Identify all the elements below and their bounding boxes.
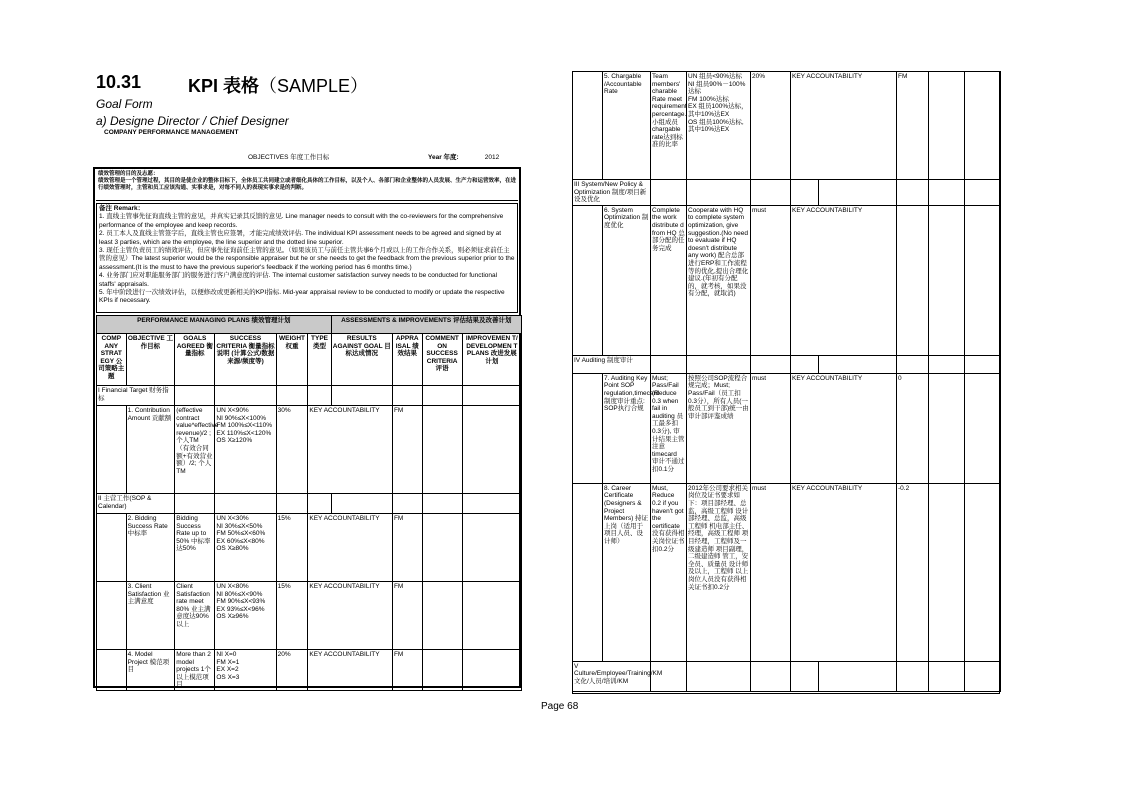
col-header: COMP ANY STRAT EGY 公司策略主题 [97,334,127,386]
page-title [188,72,368,98]
type-cell: KEY ACCOUNTABILITY [791,72,897,180]
type-cell: KEY ACCOUNTABILITY [308,406,393,494]
col-header: COMMENT ON SUCCESS CRITERIA 评语 [422,334,462,386]
strategy-cell [97,582,127,650]
col-header: OBJECTIVE 工作目标 [126,334,175,386]
type-cell: KEY ACCOUNTABILITY [308,582,393,650]
weight-cell: must [751,373,791,483]
empty-cell [751,355,791,373]
section-label: III System/New Policy & Optimization 制度/项目新设及优化 [573,180,651,206]
goal-cell: Complete the work distribute d from HQ 总部分配的任务完成 [651,205,687,355]
comment-cell [929,205,965,355]
empty-cell [462,386,521,406]
empty-cell [331,494,392,514]
criteria-cell: 按照公司SOP流程合规完成；Must; Pass/Fail（员工扣0.3分），所有人员(一般员工到干部)统一由审计部评鉴成绩 [687,373,751,483]
page-number: Page 68 [541,701,579,712]
empty-cell [819,355,897,373]
improvement-cell [965,373,1001,483]
table-row [573,373,1001,483]
comment-cell [929,373,965,483]
empty-cell [331,386,392,406]
empty-cell [687,661,751,691]
empty-cell [687,180,751,206]
improvement-cell [462,406,521,494]
table-row [97,650,522,691]
objective-cell: 3. Client Satisfaction 业主满意度 [126,582,175,650]
col-header: TYPE 类型 [308,334,331,386]
col-header: RESULTS AGAINST GOAL 目标达成情况 [331,334,392,386]
remark-line: 5. 年中阶段进行一次绩效评估，以便修改或更新相关的KPI指标. Mid-year appraisal review to be conducted to modify or update the respective KPIs if necessary. [99,289,505,305]
type-cell: KEY ACCOUNTABILITY [308,650,393,691]
empty-cell [422,494,462,514]
strategy-cell [573,483,603,661]
kpi-table-left [96,315,522,691]
title-sample: （SAMPLE） [259,76,369,96]
empty-cell [392,386,422,406]
col-header: IMPROVEMEN T/ DEVELOPMEN T PLANS 改进发展计划 [462,334,521,386]
col-header: GOALS AGREED 衡量指标 [175,334,215,386]
empty-cell [965,180,1001,206]
improvement-cell [965,72,1001,180]
comment-cell [929,72,965,180]
criteria-cell: NI X=0 FM X=1 EX X=2 OS X=3 [215,650,276,691]
empty-cell [651,355,687,373]
year-label: Year 年度: [428,154,459,161]
strategy-cell [573,205,603,355]
section-label: II 主营工作(SOP & Calendar) [97,494,175,514]
company-label: COMPANY PERFORMANCE MANAGEMENT [104,129,239,136]
goal-cell: Team members' charable Rate meet requirement percentage. 小组成员chargable rate达到标准的比率 [651,72,687,180]
objective-cell: 2. Bidding Success Rate 中标率 [126,514,175,582]
empty-cell [965,355,1001,373]
objective-cell: 6. System Optimization 制度优化 [603,205,651,355]
remark-title: 备注 Remark： [99,205,145,212]
strategy-cell [97,650,127,691]
empty-cell [897,661,929,691]
table-row [97,582,522,650]
appraisal-cell: FM [392,582,422,650]
weight-cell: 20% [751,72,791,180]
objective-cell: 8. Career Certificate (Designers & Project Members) 持证上岗（适用于项目人员、设计师） [603,483,651,661]
improvement-cell [965,205,1001,355]
section-row [97,386,522,406]
comment-cell [422,514,462,582]
improvement-cell [462,514,521,582]
strategy-cell [97,406,127,494]
appraisal-cell: -0.2 [897,483,929,661]
empty-cell [175,386,215,406]
section-row [573,355,1001,373]
col-header: APPRA ISAL 绩效结果 [392,334,422,386]
year-field [428,152,499,161]
comment-cell [422,582,462,650]
plans-header: PERFORMANCE MANAGING PLANS 绩效管理计划 [97,316,332,334]
table-row [573,72,1001,180]
comment-cell [929,483,965,661]
improvement-cell [462,650,521,691]
appraisal-cell: FM [392,650,422,691]
title-bold: KPI 表格 [188,76,260,96]
criteria-cell: UN X<80% NI 80%≤X<90% FM 90%≤X<93% EX 93%≤X<96% OS X≥96% [215,582,276,650]
criteria-cell: UN X<30% NI 30%≤X<50% FM 50%≤X<60% EX 60%≤X<80% OS X≥80% [215,514,276,582]
remark-line: 2. 员工本人及直线主管签字后，直线主管也应签署，才能完成绩效评估. The individual KPI assessment needs to be agreed and signed by at least 3 parties, which are the employee, the line superior and the dotted line superior. [99,230,502,246]
goal-cell: Must; Pass/Fail (Reduce 0.3 when fail in auditing 员工最多扣0.3分), 审计结果主管注意timecard 审计不通过扣0.1分 [651,373,687,483]
col-header: WEIGHT 权重 [276,334,308,386]
empty-cell [462,494,521,514]
empty-cell [965,661,1001,691]
criteria-cell: 2012年公司要求相关岗位及证书要求如下：项目部经理、总监，高级工程师 设计部经理、总监，高级工程师 机电部主任、经理，高级工程师 项目经理，工程师及一级建造师 项目副理，二级建造师 管工，安全员、质量员 设计师及以上，工程师 以上岗位人员没有获得相关证书扣0.2分 [687,483,751,661]
weight-cell: 30% [276,406,308,494]
objective-cell: 4. Model Project 模范项目 [126,650,175,691]
section-label: I Financial Target 财务指标 [97,386,175,406]
remark-line: 1. 直线主管事先征询直线主管的意见，并真实记录其反馈的意见. Line manager needs to consult with the co-reviewers for the comprehensive performance of the employee and keep records. [99,213,504,229]
table-row [573,205,1001,355]
empty-cell [929,661,965,691]
comment-cell [422,650,462,691]
type-cell: KEY ACCOUNTABILITY [308,514,393,582]
empty-cell [175,494,215,514]
type-cell: KEY ACCOUNTABILITY [791,483,897,661]
empty-cell [392,494,422,514]
empty-cell [791,355,819,373]
empty-cell [687,355,751,373]
goal-cell: (effective contract value*effective revenue)/2 ; 个人TM （有效合同额+有效营业额）/2; 个人TM [175,406,215,494]
empty-cell [791,661,819,691]
empty-cell [276,386,308,406]
empty-cell [819,661,897,691]
weight-cell: 15% [276,582,308,650]
appraisal-cell: FM [392,514,422,582]
section-row [573,180,1001,206]
objectives-label: OBJECTIVES 年度工作目标 [248,154,330,161]
table-row [97,406,522,494]
col-header: SUCCESS CRITERIA 衡量指标说明 (计算公式/数据来源/频度等) [215,334,276,386]
empty-cell [308,494,331,514]
empty-cell [308,386,331,406]
type-cell: KEY ACCOUNTABILITY [791,205,897,355]
criteria-cell: Cooperate with HQ to complete system optimization, give suggestion.(No need to evaluate if HQ doesn't distribute any work) 配合总部进行ERP和工作流程等的优化,提出合理化建议.(年初有分配的，就考核，如果没有分配，就取消) [687,205,751,355]
empty-cell [751,661,791,691]
remark-line: 4. 业务部门应对职能服务部门的服务进行客户满意度的评估. The internal customer satisfaction survey needs to be conducted for functional staffs' appraisals. [99,272,498,288]
empty-cell [751,180,791,206]
improvement-cell [965,483,1001,661]
appraisal-cell: 0 [897,373,929,483]
assess-header: ASSESSMENTS & IMPROVEMENTS 评估结果及改善计划 [331,316,521,334]
strategy-cell [573,373,603,483]
empty-cell [897,180,929,206]
remark-block [96,203,518,313]
empty-cell [929,180,965,206]
strategy-cell [573,72,603,180]
strategy-cell [97,514,127,582]
objective-cell: 5. Chargable /Accountable Rate [603,72,651,180]
objective-cell: 1. Contribution Amount 贡献额 [126,406,175,494]
remark-line: 3. 现任主管负责员工的绩效评估，但应事先征询前任主管的意见。（如果该员工与前任主管共事6个月或以上的工作合作关系，则必须征求前任主管的意见）The latest superior would be the responsible appraiser but he or she needs to get the feedback from the previous superior prior to the assessment.(It is the must to have the previous superior's feedback if the working period has 6 months time.) [99,247,515,271]
section-label: V Culture/Employee/Training/KM 文化/人员/培训/KM [573,661,651,691]
weight-cell: 20% [276,650,308,691]
criteria-cell: UN X<90% NI 90%≤X<100% FM 100%≤X<110% EX 110%≤X<120% OS X≥120% [215,406,276,494]
goal-cell: More than 2 model projects 1个以上模范项目 [175,650,215,691]
empty-cell [791,180,819,206]
section-row [97,494,522,514]
goal-cell: Must, Reduce 0.2 if you haven't got the certificate 没有获得相关岗位证书扣0.2分 [651,483,687,661]
section-number: 10.31 [96,72,142,92]
empty-cell [276,494,308,514]
appraisal-cell: FM [897,72,929,180]
appraisal-cell [897,205,929,355]
purpose-text: 绩效管理是一个管理过程，其目的是使企业的整体目标下，全体员工共同建立或者细化具体的工作目标，以及个人、各部门和企业整体的人员发展、生产力和运营效率，在进行绩效管理时，主管和员工应该沟通、实事求是，对每不同人的表现实事求是的判断。 [98,178,517,191]
empty-cell [215,386,276,406]
year-value: 2012 [484,154,500,161]
objective-cell: 7. Auditing Key Point SOP regulation,timecard 制度审计重点: SOP执行合规 [603,373,651,483]
purpose-block [96,170,518,201]
empty-cell [215,494,276,514]
criteria-cell: UN 组员<90%达标 NI 组员90%－100%达标 FM 100%达标 EX 组员100%达标，其中10%达EX OS 组员100%达标,其中10%达EX [687,72,751,180]
goal-cell: Client Satisfaction rate meet 80% 业主满意度达90%以上 [175,582,215,650]
empty-cell [929,355,965,373]
weight-cell: must [751,483,791,661]
weight-cell: must [751,205,791,355]
table-row [97,514,522,582]
section-label: IV Auditing 制度审计 [573,355,651,373]
empty-cell [422,386,462,406]
improvement-cell [462,582,521,650]
weight-cell: 15% [276,514,308,582]
empty-cell [651,180,687,206]
empty-cell [819,180,897,206]
designation-label: a) Designe Director / Chief Designer [96,114,289,128]
goal-cell: Bidding Success Rate up to 50% 中标率达50% [175,514,215,582]
kpi-table-right [572,71,1001,692]
type-cell: KEY ACCOUNTABILITY [791,373,897,483]
goal-form-label: Goal Form [96,97,153,111]
table-row [573,483,1001,661]
empty-cell [897,355,929,373]
purpose-title: 绩效管理的目的及志愿： [98,171,159,177]
appraisal-cell: FM [392,406,422,494]
comment-cell [422,406,462,494]
section-row [573,661,1001,691]
